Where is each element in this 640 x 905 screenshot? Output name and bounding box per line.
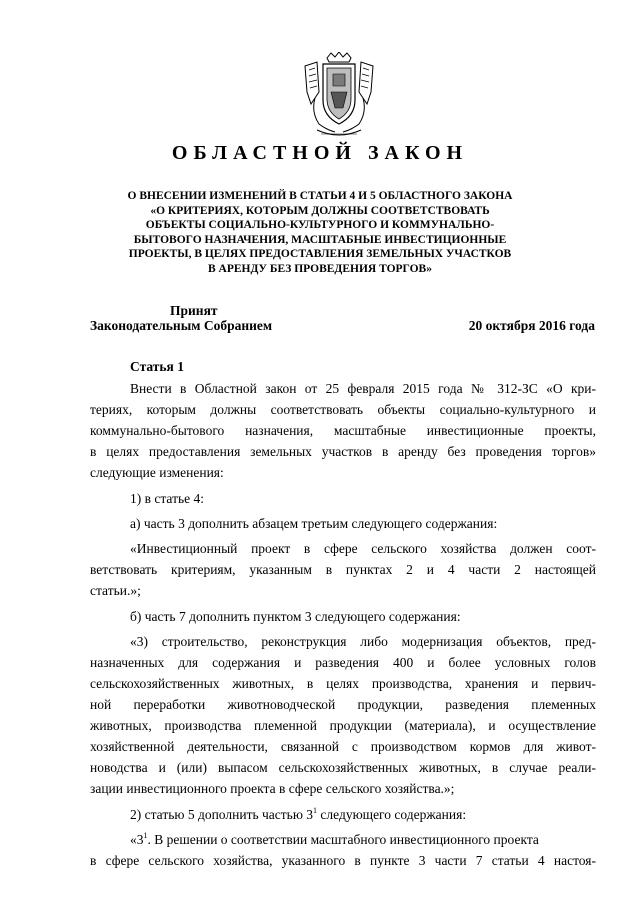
text-line: а) часть 3 дополнить абзацем третьим следующего содержания: xyxy=(130,516,498,531)
subtitle-line: ПРОЕКТЫ, В ЦЕЛЯХ ПРЕДОСТАВЛЕНИЯ ЗЕМЕЛЬНЫХ УЧАСТКОВ xyxy=(128,248,512,261)
text-line: зации инвестиционного проекта в сфере сельского хозяйства.»; xyxy=(90,781,455,796)
superscript: 1 xyxy=(313,806,318,815)
text-line: териях, которым должны соответствовать объекты социально-культурного и xyxy=(90,402,596,417)
subtitle-line: ОБЪЕКТЫ СОЦИАЛЬНО-КУЛЬТУРНОГО И КОММУНАЛЬНО- xyxy=(145,219,495,232)
text-fragment: . В решении о соответствии масштабного инвестиционного проекта xyxy=(147,832,539,847)
subtitle-line: В АРЕНДУ БЕЗ ПРОВЕДЕНИЯ ТОРГОВ» xyxy=(208,262,432,275)
text-line xyxy=(130,831,596,849)
text-line xyxy=(130,806,466,824)
text-line: «3) строительство, реконструкция либо модернизация объектов, пред- xyxy=(130,634,596,649)
text-line: следующие изменения: xyxy=(90,465,224,480)
text-line: статьи.»; xyxy=(90,583,141,598)
text-line: «Инвестиционный проект в сфере сельского хозяйства должен соот- xyxy=(130,541,596,556)
text-line: в целях предоставления земельных участков в аренду без проведения торгов» xyxy=(90,444,596,459)
text-line: 1) в статье 4: xyxy=(130,491,204,506)
article-heading: Статья 1 xyxy=(130,359,184,374)
text-line: в сфере сельского хозяйства, указанного в пункте 3 части 7 статьи 4 настоя- xyxy=(90,853,596,868)
subtitle-line: «О КРИТЕРИЯХ, КОТОРЫМ ДОЛЖНЫ СООТВЕТСТВОВАТЬ xyxy=(150,204,490,217)
text-fragment: следующего содержания: xyxy=(317,807,467,822)
text-line: Внести в Областной закон от 25 февраля 2015 года № 312-ЗС «О кри- xyxy=(130,381,596,396)
text-line: животных, производства племенной продукции (материала), и осуществление xyxy=(90,718,596,733)
law-subtitle xyxy=(100,189,540,277)
text-line: хозяйственной деятельности, связанной с производством кормов для живот- xyxy=(90,739,596,754)
subtitle-line: О ВНЕСЕНИИ ИЗМЕНЕНИЙ В СТАТЬИ 4 И 5 ОБЛАСТНОГО ЗАКОНА xyxy=(127,190,513,202)
text-line: коммунально-бытового назначения, масштабные инвестиционные проекты, xyxy=(90,423,596,438)
adopting-body: Законодательным Собранием xyxy=(90,318,273,333)
law-title: ОБЛАСТНОЙ ЗАКОН xyxy=(171,142,469,164)
text-line: б) часть 7 дополнить пунктом 3 следующего содержания: xyxy=(130,609,461,624)
adoption-date: 20 октября 2016 года xyxy=(468,318,595,333)
text-fragment: 2) статью 5 дополнить частью 3 xyxy=(130,807,314,822)
text-line: ной переработки животноводческой продукции, разведения племенных xyxy=(90,697,596,712)
text-fragment: «3 xyxy=(130,832,144,847)
subtitle-line: БЫТОВОГО НАЗНАЧЕНИЯ, МАСШТАБНЫЕ ИНВЕСТИЦИОННЫЕ xyxy=(133,233,507,246)
coat-of-arms-emblem xyxy=(297,52,381,140)
text-line: новодства и (или) выпасом сельскохозяйственных животных, в случае реали- xyxy=(90,760,596,775)
adopted-label: Принят xyxy=(170,303,218,318)
text-line: сельскохозяйственных животных, в целях производства, хранения и первич- xyxy=(90,676,596,691)
text-line: назначенных для содержания и разведения 400 и более условных голов xyxy=(90,655,596,670)
text-line: ветствовать критериям, указанным в пунктах 2 и 4 части 2 настоящей xyxy=(90,562,596,577)
superscript: 1 xyxy=(143,831,148,840)
